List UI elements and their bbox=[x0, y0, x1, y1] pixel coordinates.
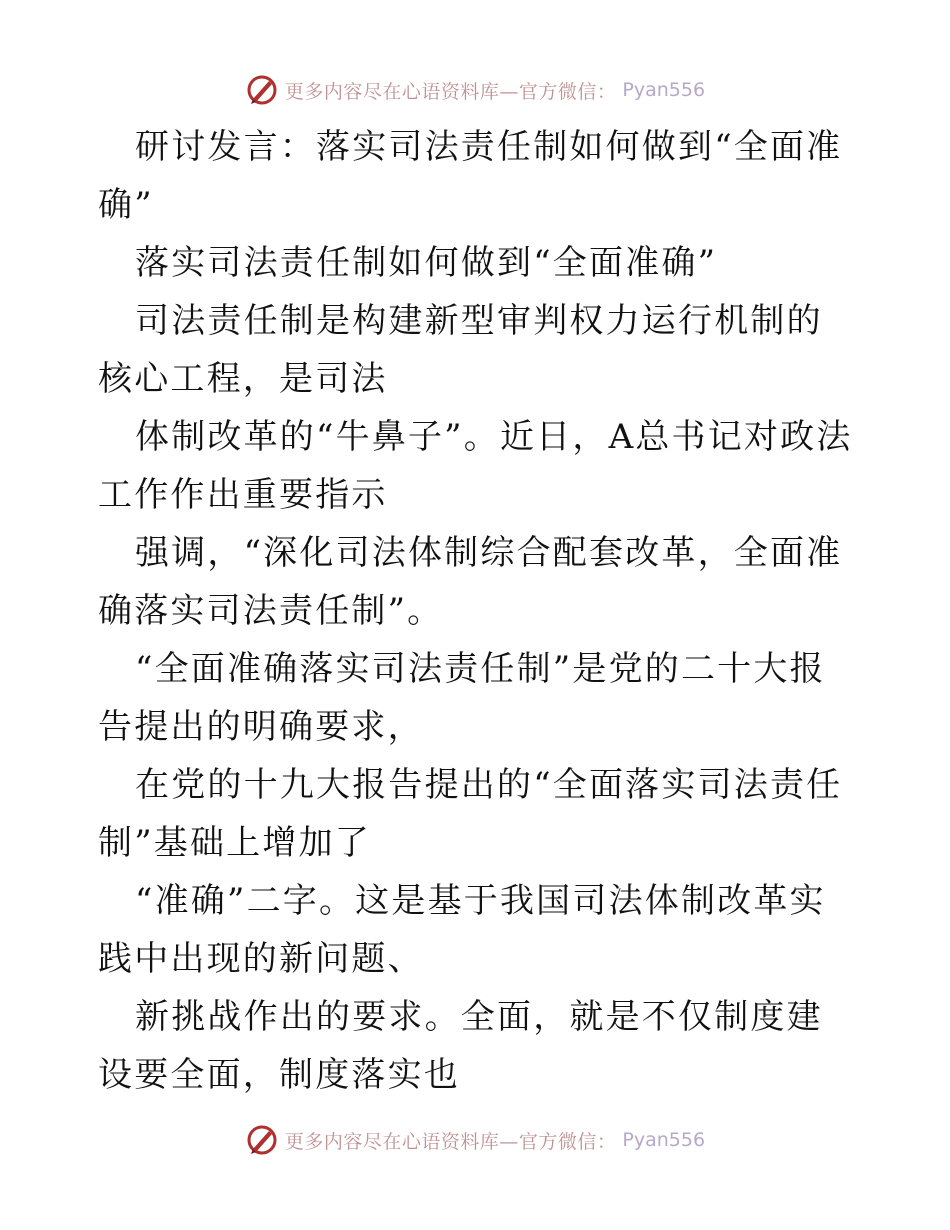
paragraph: 体制改革的“牛鼻子”。近日，A总书记对政法工作作出重要指示 bbox=[98, 417, 853, 515]
paragraph: “准确”二字。这是基于我国司法体制改革实践中出现的新问题、 bbox=[98, 881, 826, 979]
paragraph: 司法责任制是构建新型审判权力运行机制的核心工程，是司法 bbox=[98, 301, 823, 399]
banner-text: 更多内容尽在心语资料库—官方微信： bbox=[284, 1130, 617, 1153]
document-title: 研讨发言：落实司法责任制如何做到“全面准确” bbox=[98, 127, 843, 225]
pen-logo-icon bbox=[245, 73, 279, 107]
paragraph: 在党的十九大报告提出的“全面落实司法责任制”基础上增加了 bbox=[98, 765, 843, 863]
document-subtitle: 落实司法责任制如何做到“全面准确” bbox=[135, 243, 718, 283]
banner-wechat-id: Pyan556 bbox=[622, 79, 706, 101]
header-banner bbox=[0, 70, 950, 110]
banner-text: 更多内容尽在心语资料库—官方微信： bbox=[284, 80, 617, 103]
banner-wechat-id: Pyan556 bbox=[622, 1129, 706, 1151]
paragraph: “全面准确落实司法责任制”是党的二十大报告提出的明确要求， bbox=[98, 649, 826, 747]
paragraph: 新挑战作出的要求。全面，就是不仅制度建设要全面，制度落实也 bbox=[98, 997, 823, 1095]
paragraph: 强调，“深化司法体制综合配套改革，全面准确落实司法责任制”。 bbox=[98, 533, 843, 631]
footer-banner bbox=[0, 1120, 950, 1160]
document-body bbox=[98, 118, 858, 1104]
pen-logo-icon bbox=[245, 1123, 279, 1157]
